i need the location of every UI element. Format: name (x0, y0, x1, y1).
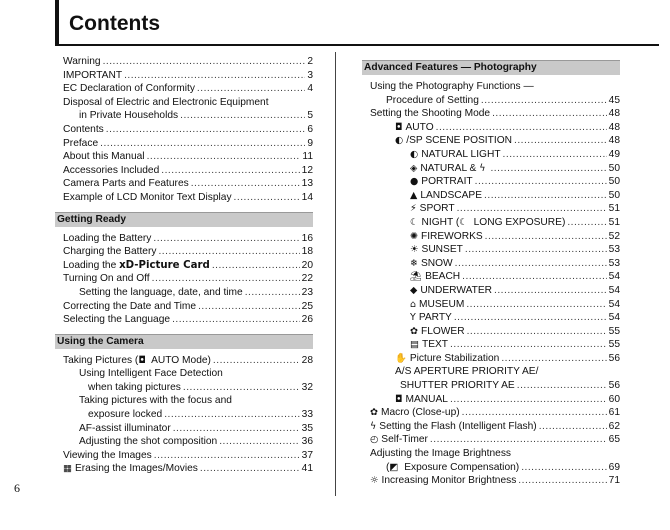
column-divider (335, 52, 336, 496)
toc-entry[interactable]: exposure locked ..... 33 (55, 408, 313, 422)
toc-entry-line: Adjusting the Image Brightness (370, 448, 512, 460)
toc-entry[interactable]: ✿ Macro (Close-up) ..... 61 (362, 406, 620, 420)
playback-icon: ▦ (63, 463, 72, 475)
brightness-icon: ☼ (370, 475, 379, 487)
flash-icon: ϟ (370, 420, 377, 432)
toc-entry[interactable]: Camera Parts and Features ..... 13 (55, 177, 313, 191)
night-tripod-icon: ☾ (459, 216, 468, 228)
toc-entry-line: Taking pictures with the focus and (79, 395, 232, 407)
page-number: 6 (14, 481, 20, 495)
toc-entry[interactable]: ◐ NATURAL LIGHT ..... 49 (362, 148, 620, 162)
toc-entry[interactable]: Y PARTY ..... 54 (362, 311, 620, 325)
museum-icon: ⌂ (410, 298, 417, 310)
flower-icon: ✿ (410, 325, 418, 337)
sunset-icon: ☀ (410, 244, 419, 256)
toc-entry[interactable]: ▲ LANDSCAPE ..... 50 (362, 189, 620, 203)
toc-entry[interactable]: ⚡ SPORT ..... 51 (362, 202, 620, 216)
toc-entry-line: Using the Photography Functions — (370, 81, 534, 92)
toc-entry[interactable]: Procedure of Setting ..... 45 (362, 94, 620, 108)
toc-entry[interactable]: Loading the xD-Picture Card ..... 20 (55, 259, 313, 273)
camera-auto-icon: ◘ (395, 121, 403, 133)
toc-entry[interactable]: ◆ UNDERWATER ..... 54 (362, 284, 620, 298)
toc-entry[interactable]: Adjusting the shot composition ..... 36 (55, 435, 313, 449)
natural-flash-icon: ◈ (410, 162, 418, 174)
xd-picture-card-label: xD-Picture Card (119, 259, 210, 271)
sport-icon: ⚡ (410, 203, 417, 215)
toc-entry[interactable]: Correcting the Date and Time ..... 25 (55, 300, 313, 314)
toc-entry-line: A/S APERTURE PRIORITY AE/ (395, 366, 539, 378)
section-heading-using-camera: Using the Camera (55, 334, 313, 349)
toc-entry[interactable]: Setting the language, date, and time ..... 23 (55, 286, 313, 300)
toc-entry[interactable]: Accessories Included ..... 12 (55, 164, 313, 178)
beach-icon: ⛱ (410, 271, 423, 283)
toc-entry[interactable]: ◘ MANUAL ..... 60 (362, 393, 620, 407)
snow-icon: ❄ (410, 257, 418, 269)
portrait-icon: ● (410, 176, 419, 188)
toc-entry[interactable]: ▤ TEXT ..... 55 (362, 338, 620, 352)
toc-entry[interactable]: ▦ Erasing the Images/Movies ..... 41 (55, 462, 313, 476)
toc-entry-line: Disposal of Electric and Electronic Equipment (63, 96, 269, 108)
stabilization-icon: ✋ (395, 352, 407, 364)
toc-entry[interactable]: ◈ NATURAL & ϟ ..... 50 (362, 162, 620, 176)
toc-entry[interactable]: ◘ AUTO ..... 48 (362, 121, 620, 135)
toc-entry[interactable]: Example of LCD Monitor Text Display ..... 14 (55, 191, 313, 205)
night-icon: ☾ (410, 216, 419, 228)
toc-entry[interactable]: ◐ /SP SCENE POSITION ..... 48 (362, 134, 620, 148)
toc-entry[interactable]: ☀ SUNSET ..... 53 (362, 243, 620, 257)
toc-entry[interactable]: ◴ Self-Timer ..... 65 (362, 433, 620, 447)
text-icon: ▤ (410, 339, 419, 351)
left-column (55, 55, 313, 476)
toc-entry[interactable]: Viewing the Images ..... 37 (55, 449, 313, 463)
macro-icon: ✿ (370, 407, 378, 419)
toc-entry[interactable]: Charging the Battery ..... 18 (55, 245, 313, 259)
toc-entry[interactable]: AF-assist illuminator ..... 35 (55, 422, 313, 436)
toc-entry[interactable]: Turning On and Off ..... 22 (55, 272, 313, 286)
exposure-compensation-icon: ◩ (389, 461, 399, 473)
toc-entry-line: Using Intelligent Face Detection (79, 368, 223, 380)
toc-entry[interactable]: Contents ..... 6 (55, 123, 313, 137)
fireworks-icon: ✺ (410, 230, 418, 242)
toc-entry[interactable]: SHUTTER PRIORITY AE ..... 56 (362, 379, 620, 393)
toc-entry[interactable]: Taking Pictures (◘ AUTO Mode) ..... 28 (55, 354, 313, 368)
toc-entry[interactable]: EC Declaration of Conformity ..... 4 (55, 82, 313, 96)
toc-entry[interactable]: ⌂ MUSEUM ..... 54 (362, 298, 620, 312)
manual-mode-icon: ◘ (395, 393, 403, 405)
toc-entry[interactable]: ☼ Increasing Monitor Brightness ..... 71 (362, 474, 620, 488)
toc-entry[interactable]: Selecting the Language ..... 26 (55, 313, 313, 327)
underwater-icon: ◆ (410, 284, 418, 296)
toc-entry[interactable]: ⛱ BEACH ..... 54 (362, 270, 620, 284)
toc-entry[interactable]: in Private Households ..... 5 (55, 109, 313, 123)
right-column (362, 55, 620, 488)
section-heading-advanced: Advanced Features — Photography (362, 60, 620, 75)
toc-entry[interactable]: when taking pictures ..... 32 (55, 381, 313, 395)
toc-entry[interactable]: Warning ..... 2 (55, 55, 313, 69)
toc-entry[interactable]: ϟ Setting the Flash (Intelligent Flash) ..... 62 (362, 420, 620, 434)
natural-light-icon: ◐ (410, 148, 419, 160)
party-icon: Y (410, 312, 416, 324)
toc-entry[interactable]: ✋ Picture Stabilization ..... 56 (362, 352, 620, 366)
toc-entry[interactable]: Preface ..... 9 (55, 137, 313, 151)
toc-entry[interactable]: About this Manual ..... 11 (55, 150, 313, 164)
toc-entry[interactable]: ☾ NIGHT (☾ LONG EXPOSURE) ..... 51 (362, 216, 620, 230)
toc-entry[interactable]: (◩ Exposure Compensation) ..... 69 (362, 461, 620, 475)
toc-entry[interactable]: ❄ SNOW ..... 53 (362, 257, 620, 271)
title-bar (55, 0, 659, 46)
section-heading-getting-ready: Getting Ready (55, 212, 313, 227)
scene-icon: ◐ (395, 135, 404, 147)
camera-icon: ◘ (138, 354, 146, 366)
landscape-icon: ▲ (410, 189, 418, 201)
self-timer-icon: ◴ (370, 434, 379, 446)
flash-icon: ϟ (479, 162, 486, 174)
page-title: Contents (69, 12, 160, 35)
toc-entry[interactable]: ✺ FIREWORKS ..... 52 (362, 230, 620, 244)
toc-entry[interactable]: Loading the Battery ..... 16 (55, 232, 313, 246)
toc-entry[interactable]: IMPORTANT ..... 3 (55, 69, 313, 83)
toc-entry[interactable]: ● PORTRAIT ..... 50 (362, 175, 620, 189)
toc-entry[interactable]: Setting the Shooting Mode ..... 48 (362, 107, 620, 121)
toc-entry[interactable]: ✿ FLOWER ..... 55 (362, 325, 620, 339)
